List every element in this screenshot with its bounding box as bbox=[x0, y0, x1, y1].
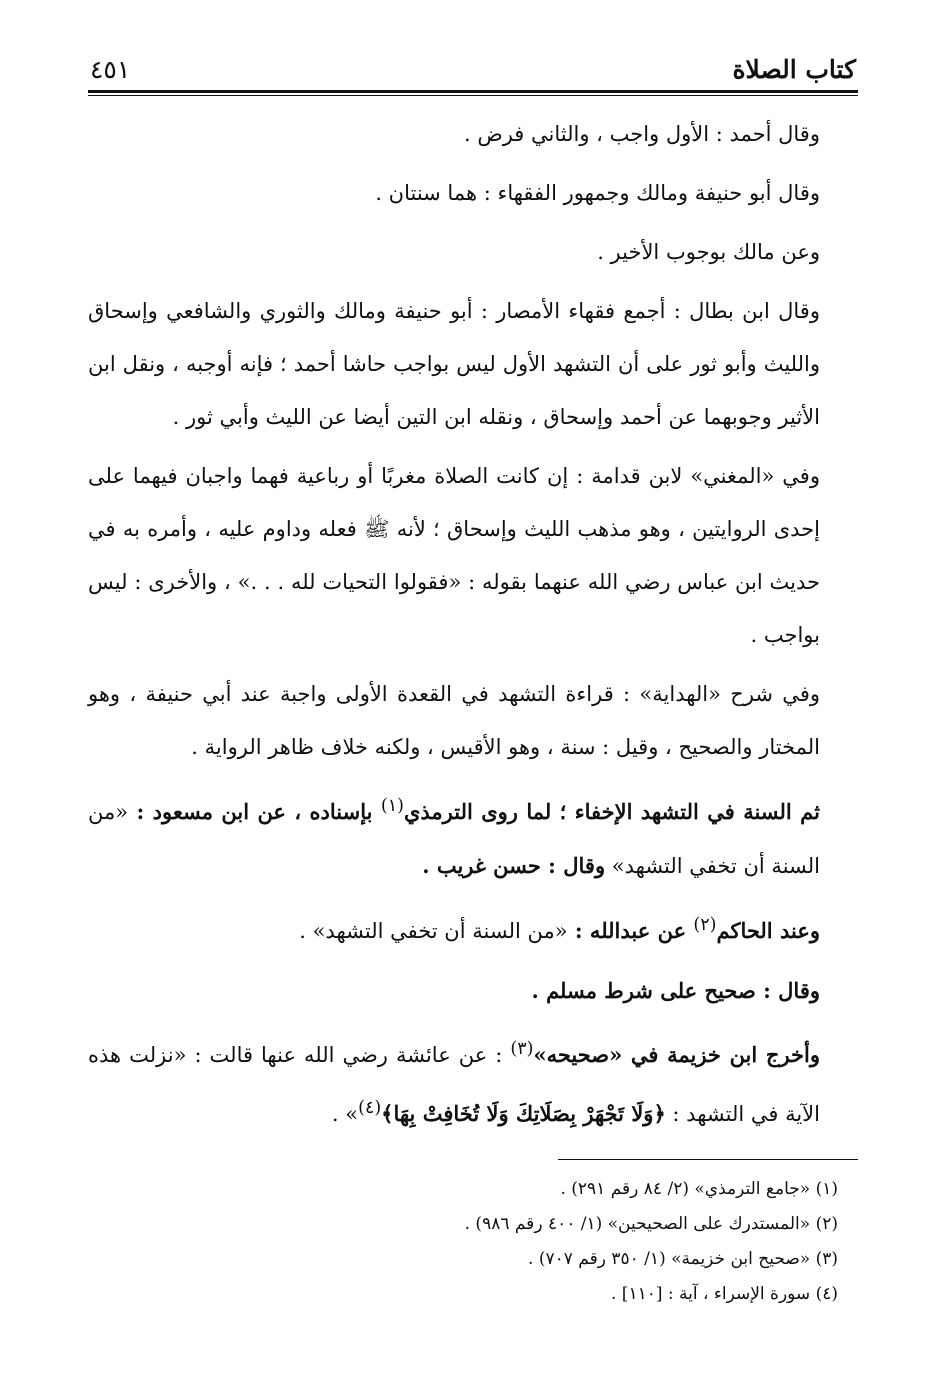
paragraph-muslim: وقال : صحيح على شرط مسلم . bbox=[531, 978, 820, 1003]
footnote-rule bbox=[558, 1159, 858, 1160]
paragraph-khuzayma bbox=[88, 1023, 858, 1141]
paragraph: وعن مالك بوجوب الأخير . bbox=[597, 240, 820, 264]
bold-text: بإسناده ، عن ابن مسعود : bbox=[128, 799, 381, 824]
paragraph-tirmidhi bbox=[88, 780, 858, 893]
body-text bbox=[88, 108, 858, 1141]
paragraph: وقال أحمد : الأول واجب ، والثاني فرض . bbox=[463, 122, 820, 146]
paragraph: وقال ابن بطال : أجمع فقهاء الأمصار : أبو حنيفة ومالك والثوري والشافعي وإسحاق والليث وأبو ثور على أن التشهد الأول ليس بواجب حاشا أحمد ؛ فإنه أوجبه ، ونقل ابن الأثير وجوبهما عن أحمد وإسحاق ، ونقله ابن التين أيضا عن الليث وأبي ثور . bbox=[88, 299, 820, 429]
plain-text: » . bbox=[331, 1102, 359, 1126]
bold-text: وأخرج ابن خزيمة في «صحيحه» bbox=[533, 1042, 820, 1067]
footnote: (١) «جامع الترمذي» (٢/ ٨٤ رقم ٢٩١) . bbox=[560, 1179, 838, 1199]
bold-text: عن عبدالله : bbox=[567, 918, 694, 943]
footnote-ref[interactable]: (١) bbox=[380, 796, 404, 816]
paragraph: وفي شرح «الهداية» : قراءة التشهد في القعدة الأولى واجبة عند أبي حنيفة ، وهو المختار والصحيح ، وقيل : سنة ، وهو الأقيس ، ولكنه خلاف ظاهر الرواية . bbox=[88, 682, 820, 759]
bold-text: ثم السنة في التشهد الإخفاء ؛ لما روى الترمذي bbox=[403, 799, 820, 824]
paragraph: وقال أبو حنيفة ومالك وجمهور الفقهاء : هما سنتان . bbox=[375, 181, 820, 205]
paragraph-hakim bbox=[88, 899, 858, 958]
quran-verse: ﴿وَلَا تَجْهَرْ بِصَلَاتِكَ وَلَا تُخَافِتْ بِهَا﴾ bbox=[381, 1101, 666, 1126]
book-page bbox=[88, 38, 858, 1312]
footnote: (٣) «صحيح ابن خزيمة» (١/ ٣٥٠ رقم ٧٠٧) . bbox=[528, 1249, 838, 1269]
plain-text: : عن عائشة رضي الله عنها قالت : «نزلت هذه الآية في التشهد : bbox=[88, 1043, 820, 1126]
paragraph: وفي «المغني» لابن قدامة : إن كانت الصلاة مغربًا أو رباعية فهما واجبان فيهما على إحدى الروايتين ، وهو مذهب الليث وإسحاق ؛ لأنه ﷺ فعله وداوم عليه ، وأمره به في حديث ابن عباس رضي الله عنهما بقوله : «فقولوا التحيات لله . . .» ، والأخرى : ليس بواجب . bbox=[88, 464, 820, 647]
footnote-ref[interactable]: (٤) bbox=[358, 1098, 382, 1118]
bold-text: وعند الحاكم bbox=[716, 918, 820, 943]
page-number: ٤٥١ bbox=[90, 55, 131, 84]
footnotes bbox=[88, 1172, 858, 1312]
page-header bbox=[88, 38, 858, 84]
quote-text: «من السنة أن تخفي التشهد» . bbox=[299, 919, 568, 943]
header-title: كتاب الصلاة bbox=[732, 55, 856, 84]
header-rule-thin bbox=[88, 95, 858, 96]
footnote-ref[interactable]: (٢) bbox=[693, 915, 717, 935]
footnote: (٤) سورة الإسراء ، آية : [١١٠] . bbox=[610, 1284, 838, 1304]
footnote-ref[interactable]: (٣) bbox=[510, 1039, 534, 1059]
header-rule bbox=[88, 90, 858, 93]
footnote: (٢) «المستدرك على الصحيحين» (١/ ٤٠٠ رقم ٩٨٦) . bbox=[464, 1214, 838, 1234]
bold-text: وقال : حسن غريب . bbox=[422, 853, 606, 878]
quote-text: «من السنة أن تخفي التشهد» bbox=[88, 800, 820, 878]
